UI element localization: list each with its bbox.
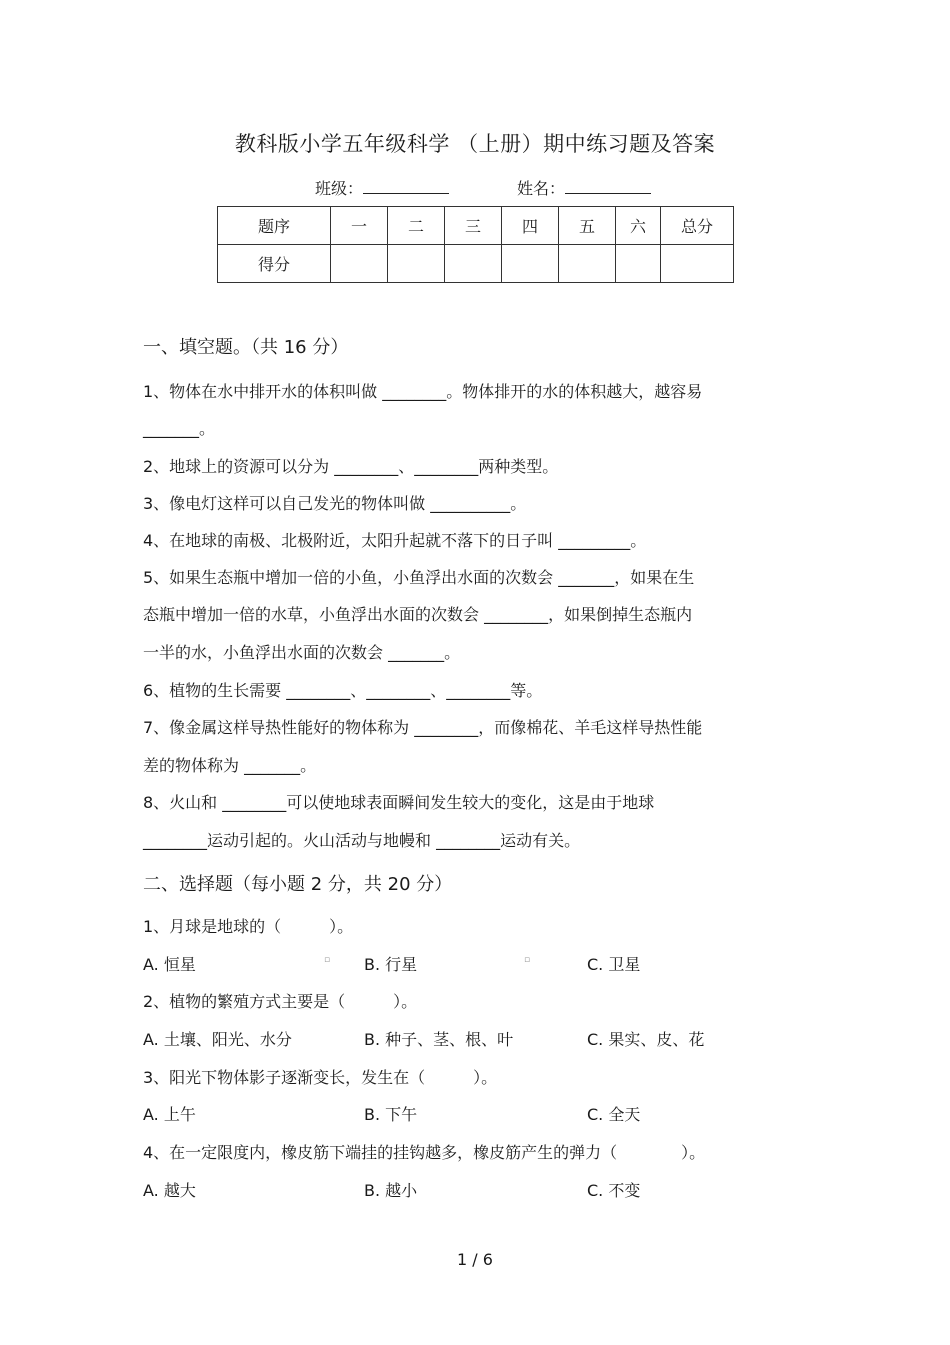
choice-option[interactable]: C. 卫星 — [587, 955, 641, 974]
fill-question-line: _______。 — [143, 419, 216, 438]
fill-question-line: 1、物体在水中排开水的体积叫做 ________。物体排开的水的体积越大，越容易 — [143, 382, 703, 401]
choice-option[interactable]: C. 全天 — [587, 1105, 641, 1124]
choice-option[interactable]: B. 行星 — [364, 955, 418, 974]
score-cell[interactable] — [388, 245, 445, 283]
fill-question-line: 态瓶中增加一倍的水草，小鱼浮出水面的次数会 ________，如果倒掉生态瓶内 — [143, 605, 693, 624]
fill-question-line: 8、火山和 ________可以使地球表面瞬间发生较大的变化，这是由于地球 — [143, 793, 655, 812]
choice-option[interactable]: B. 下午 — [364, 1105, 418, 1124]
choice-question-stem: 4、在一定限度内，橡皮筋下端挂的挂钩越多，橡皮筋产生的弹力（ ）。 — [143, 1143, 706, 1162]
choice-option[interactable]: C. 果实、皮、花 — [587, 1030, 705, 1049]
fill-question-line: 7、像金属这样导热性能好的物体称为 ________，而像棉花、羊毛这样导热性能 — [143, 718, 703, 737]
choice-question-stem: 2、植物的繁殖方式主要是（ ）。 — [143, 992, 418, 1011]
score-cell[interactable] — [502, 245, 559, 283]
choice-option[interactable]: B. 种子、茎、根、叶 — [364, 1030, 514, 1049]
choice-question-stem: 3、阳光下物体影子逐渐变长，发生在（ ）。 — [143, 1068, 498, 1087]
section1-heading: 一、填空题。（共 16 分） — [143, 337, 349, 358]
class-blank[interactable] — [363, 177, 449, 194]
dot-marker-icon: ▫ — [324, 955, 331, 965]
fill-question-line: 4、在地球的南极、北极附近，太阳升起就不落下的日子叫 _________。 — [143, 531, 647, 550]
name-label: 姓名： — [517, 179, 566, 198]
choice-option[interactable]: A. 恒星 — [143, 955, 196, 974]
choice-option[interactable]: C. 不变 — [587, 1181, 641, 1200]
choice-option[interactable]: A. 上午 — [143, 1105, 196, 1124]
name-blank[interactable] — [565, 177, 651, 194]
fill-question-line: 3、像电灯这样可以自己发光的物体叫做 __________。 — [143, 494, 527, 513]
fill-question-line: 一半的水，小鱼浮出水面的次数会 _______。 — [143, 643, 461, 662]
class-label: 班级： — [315, 179, 364, 198]
score-cell[interactable] — [331, 245, 388, 283]
header-cell: 一 — [331, 207, 388, 245]
choice-option[interactable]: A. 越大 — [143, 1181, 196, 1200]
exam-title: 教科版小学五年级科学 （上册）期中练习题及答案 — [234, 132, 716, 156]
choice-option[interactable]: A. 土壤、阳光、水分 — [143, 1030, 292, 1049]
name-field — [517, 176, 651, 199]
fill-question-line: 2、地球上的资源可以分为 ________、________两种类型。 — [143, 457, 559, 476]
fill-question-line: 5、如果生态瓶中增加一倍的小鱼，小鱼浮出水面的次数会 _______，如果在生 — [143, 568, 695, 587]
score-cell[interactable] — [616, 245, 661, 283]
score-cell[interactable] — [559, 245, 616, 283]
row-label-cell: 得分 — [218, 245, 331, 283]
score-table-header-row — [218, 207, 734, 245]
header-cell: 六 — [616, 207, 661, 245]
score-cell[interactable] — [445, 245, 502, 283]
score-table — [217, 206, 734, 283]
header-cell: 三 — [445, 207, 502, 245]
header-cell: 五 — [559, 207, 616, 245]
header-cell: 四 — [502, 207, 559, 245]
section2-heading: 二、选择题（每小题 2 分，共 20 分） — [143, 874, 453, 895]
choice-option[interactable]: B. 越小 — [364, 1181, 418, 1200]
choice-question-stem: 1、月球是地球的（ ）。 — [143, 917, 354, 936]
class-field — [315, 176, 449, 199]
score-table-score-row — [218, 245, 734, 283]
dot-marker-icon: ▫ — [524, 955, 531, 965]
fill-question-line: ________运动引起的。火山活动与地幔和 ________运动有关。 — [143, 831, 581, 850]
header-cell: 题序 — [218, 207, 331, 245]
score-cell[interactable] — [661, 245, 734, 283]
page-number: 1 / 6 — [457, 1250, 493, 1269]
header-cell: 二 — [388, 207, 445, 245]
header-cell: 总分 — [661, 207, 734, 245]
fill-question-line: 差的物体称为 _______。 — [143, 756, 317, 775]
fill-question-line: 6、植物的生长需要 ________、________、________等。 — [143, 681, 543, 700]
